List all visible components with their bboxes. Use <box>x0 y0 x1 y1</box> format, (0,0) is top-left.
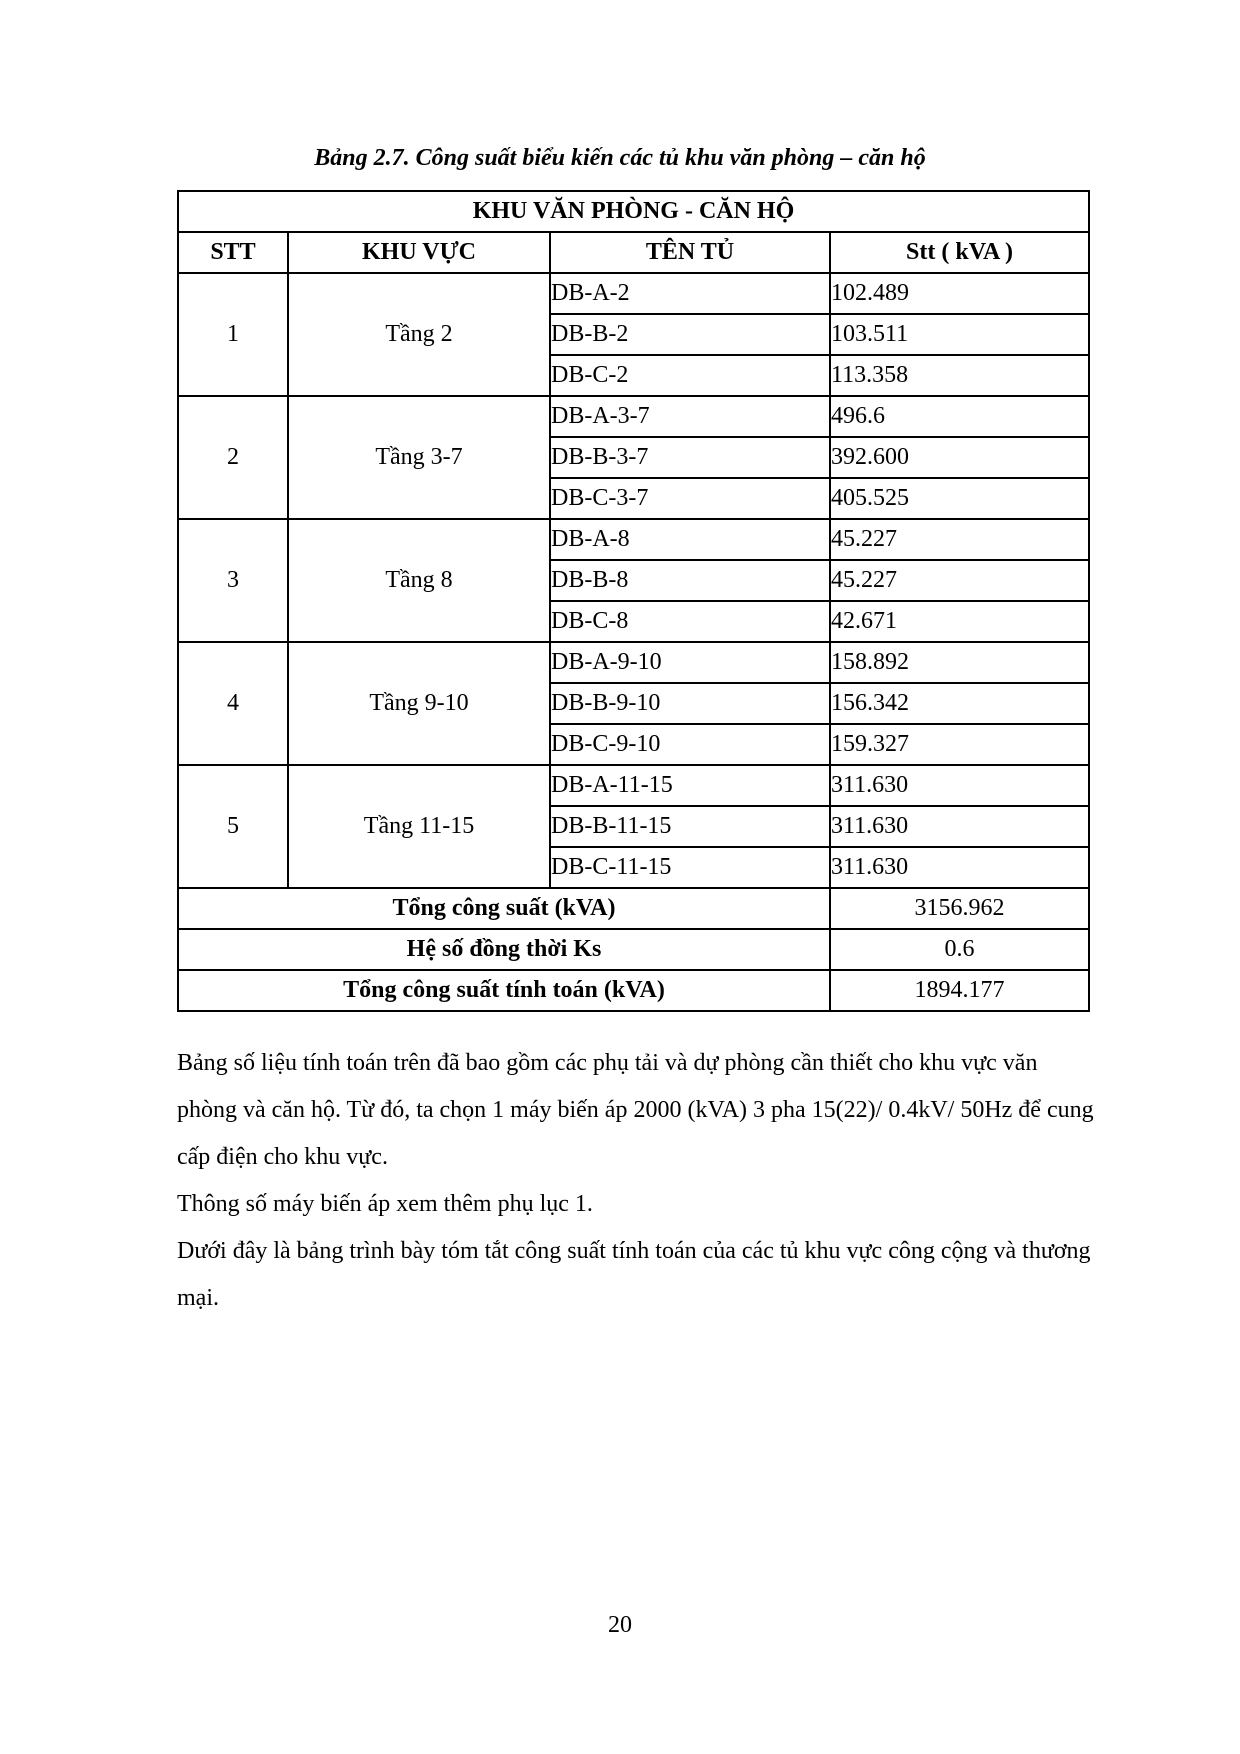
cell-power-value: 405.525 <box>830 478 1089 519</box>
summary-label: Hệ số đồng thời Ks <box>178 929 830 970</box>
cell-power-value: 45.227 <box>830 560 1089 601</box>
cell-cabinet-name: DB-A-11-15 <box>550 765 830 806</box>
cell-cabinet-name: DB-B-11-15 <box>550 806 830 847</box>
cell-cabinet-name: DB-C-2 <box>550 355 830 396</box>
cell-power-value: 392.600 <box>830 437 1089 478</box>
summary-row <box>178 929 1089 970</box>
table-row <box>178 765 1089 806</box>
cell-cabinet-name: DB-A-3-7 <box>550 396 830 437</box>
summary-value: 1894.177 <box>830 970 1089 1011</box>
summary-row <box>178 888 1089 929</box>
cell-cabinet-name: DB-A-8 <box>550 519 830 560</box>
cell-power-value: 159.327 <box>830 724 1089 765</box>
summary-label: Tổng công suất tính toán (kVA) <box>178 970 830 1011</box>
cell-power-value: 311.630 <box>830 847 1089 888</box>
table-header-row <box>178 232 1089 273</box>
summary-value: 3156.962 <box>830 888 1089 929</box>
cell-cabinet-name: DB-B-2 <box>550 314 830 355</box>
cell-power-value: 45.227 <box>830 519 1089 560</box>
cell-cabinet-name: DB-B-3-7 <box>550 437 830 478</box>
cell-cabinet-name: DB-A-2 <box>550 273 830 314</box>
cell-area: Tầng 9-10 <box>288 642 550 765</box>
table-title: KHU VĂN PHÒNG - CĂN HỘ <box>178 191 1089 232</box>
cell-cabinet-name: DB-B-8 <box>550 560 830 601</box>
cell-cabinet-name: DB-C-8 <box>550 601 830 642</box>
cell-cabinet-name: DB-A-9-10 <box>550 642 830 683</box>
cell-stt: 3 <box>178 519 288 642</box>
cell-power-value: 158.892 <box>830 642 1089 683</box>
table-row <box>178 519 1089 560</box>
summary-row <box>178 970 1089 1011</box>
header-cabinet: TÊN TỦ <box>550 232 830 273</box>
summary-label: Tổng công suất (kVA) <box>178 888 830 929</box>
cell-stt: 1 <box>178 273 288 396</box>
table-row <box>178 396 1089 437</box>
cell-area: Tầng 8 <box>288 519 550 642</box>
cell-cabinet-name: DB-C-9-10 <box>550 724 830 765</box>
summary-value: 0.6 <box>830 929 1089 970</box>
table-caption: Bảng 2.7. Công suất biểu kiến các tủ khu văn phòng – căn hộ <box>314 145 926 171</box>
cell-cabinet-name: DB-C-3-7 <box>550 478 830 519</box>
cell-power-value: 42.671 <box>830 601 1089 642</box>
cell-area: Tầng 3-7 <box>288 396 550 519</box>
paragraph-transformer-selection: Bảng số liệu tính toán trên đã bao gồm các phụ tải và dự phòng cần thiết cho khu vực văn phòng và căn hộ. Từ đó, ta chọn 1 máy biến áp 2000 (kVA) 3 pha 15(22)/ 0.4kV/ 50Hz để cung cấp điện cho khu vực. <box>177 1050 1094 1170</box>
cell-area: Tầng 11-15 <box>288 765 550 888</box>
cell-stt: 5 <box>178 765 288 888</box>
cell-cabinet-name: DB-B-9-10 <box>550 683 830 724</box>
cell-power-value: 103.511 <box>830 314 1089 355</box>
header-power: Stt ( kVA ) <box>830 232 1089 273</box>
table-title-row <box>178 191 1089 232</box>
paragraph-appendix-note: Thông số máy biến áp xem thêm phụ lục 1. <box>177 1191 593 1217</box>
cell-power-value: 496.6 <box>830 396 1089 437</box>
cell-stt: 2 <box>178 396 288 519</box>
page-number: 20 <box>608 1612 632 1638</box>
header-area: KHU VỰC <box>288 232 550 273</box>
table-row <box>178 273 1089 314</box>
cell-stt: 4 <box>178 642 288 765</box>
cell-area: Tầng 2 <box>288 273 550 396</box>
power-table <box>177 190 1090 1012</box>
cell-power-value: 311.630 <box>830 765 1089 806</box>
cell-power-value: 113.358 <box>830 355 1089 396</box>
header-stt: STT <box>178 232 288 273</box>
cell-cabinet-name: DB-C-11-15 <box>550 847 830 888</box>
cell-power-value: 311.630 <box>830 806 1089 847</box>
table-row <box>178 642 1089 683</box>
cell-power-value: 156.342 <box>830 683 1089 724</box>
cell-power-value: 102.489 <box>830 273 1089 314</box>
paragraph-next-table-intro: Dưới đây là bảng trình bày tóm tắt công suất tính toán của các tủ khu vực công cộng và thương mại. <box>177 1238 1091 1311</box>
